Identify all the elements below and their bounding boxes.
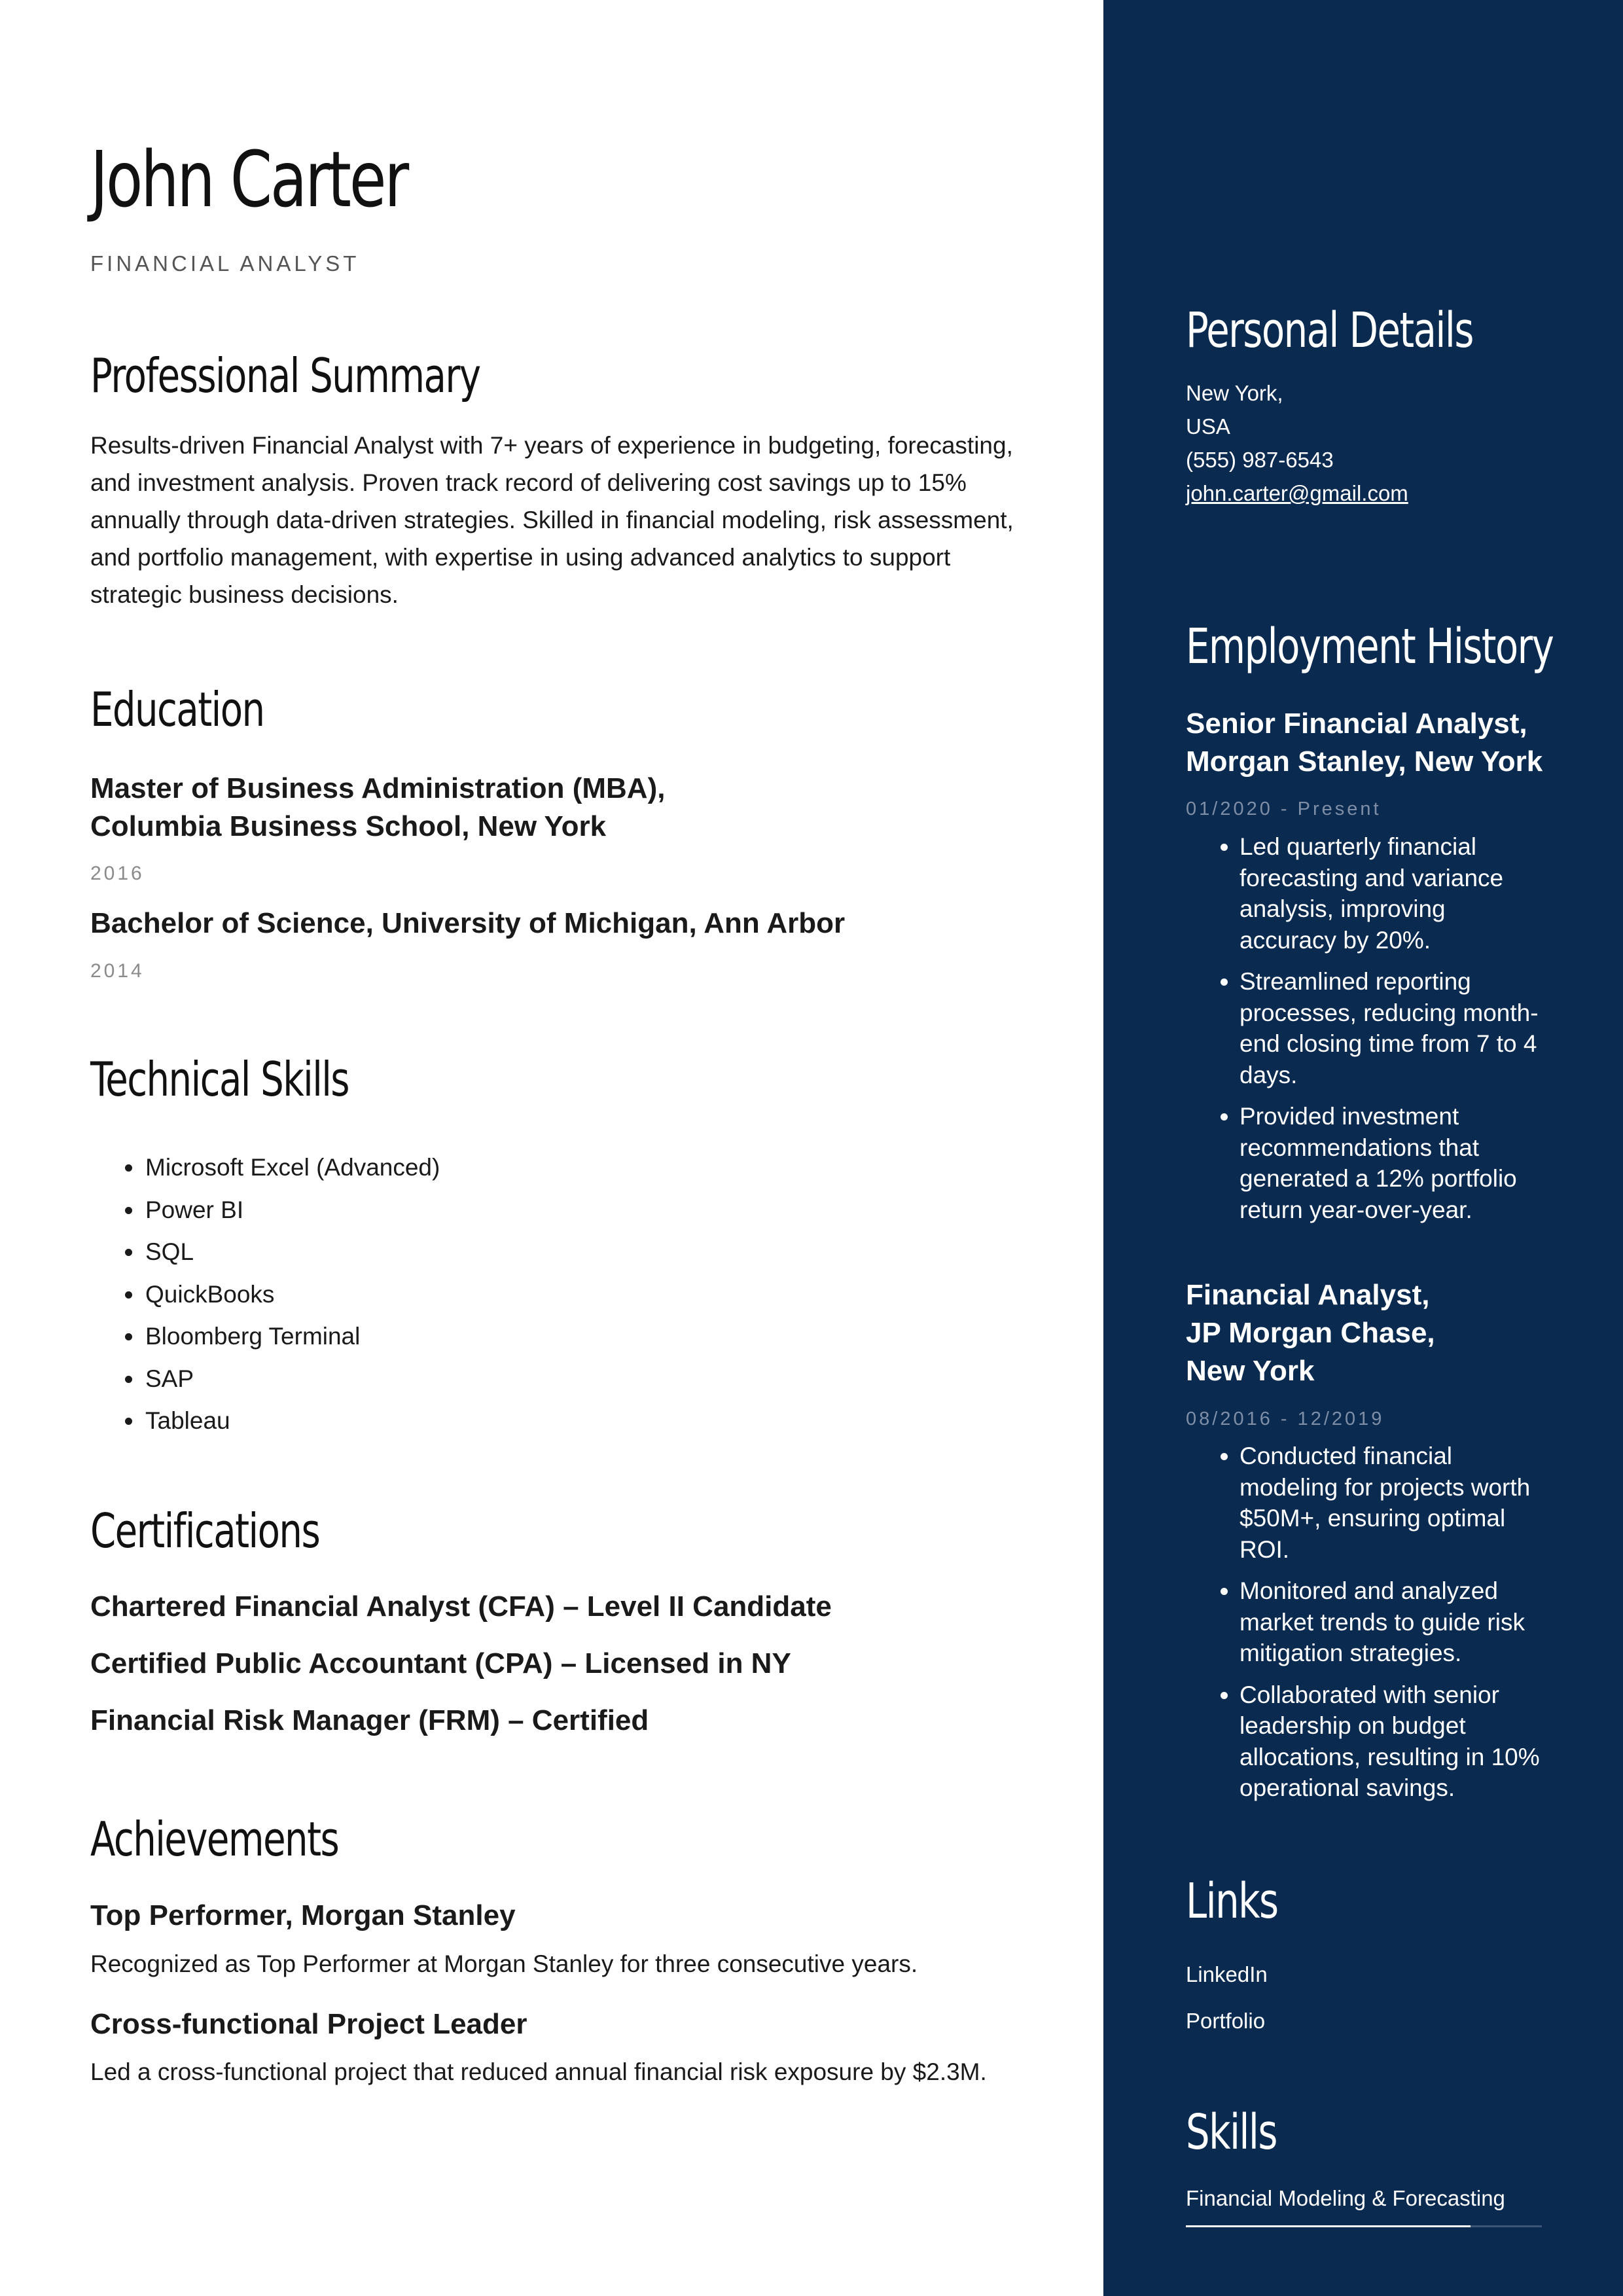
personal-details-heading: Personal Details bbox=[1186, 302, 1473, 359]
job-title-line: Financial Analyst, bbox=[1186, 1279, 1430, 1311]
job-title-line: Morgan Stanley, New York bbox=[1186, 745, 1543, 778]
list-item: • Bloomberg Terminal bbox=[144, 1316, 440, 1358]
job-bullets bbox=[1186, 831, 1547, 1236]
list-item: • Provided investment recommendations that generated a 12% portfolio return year-over-year. bbox=[1240, 1101, 1547, 1225]
linkedin-link[interactable]: LinkedIn bbox=[1186, 1962, 1268, 1986]
achievement-title: Cross-functional Project Leader bbox=[90, 2008, 527, 2040]
certifications-heading: Certifications bbox=[90, 1503, 320, 1558]
candidate-job-title: FINANCIAL ANALYST bbox=[90, 251, 360, 276]
technical-skills-list bbox=[90, 1147, 440, 1443]
job-title-line: New York bbox=[1186, 1355, 1315, 1387]
links-heading: Links bbox=[1186, 1873, 1278, 1929]
candidate-name: John Carter bbox=[90, 134, 408, 224]
skills-heading: Skills bbox=[1186, 2104, 1277, 2161]
skill-level-bar bbox=[1186, 2225, 1542, 2227]
achievement-description: Led a cross-functional project that reduced annual financial risk exposure by $2.3M. bbox=[90, 2058, 987, 2085]
list-item: • Collaborated with senior leadership on budget allocations, resulting in 10% operational savings. bbox=[1240, 1679, 1547, 1804]
achievement-title: Top Performer, Morgan Stanley bbox=[90, 1899, 516, 1931]
job-title bbox=[1186, 705, 1578, 781]
education-entry-date: 2014 bbox=[90, 960, 145, 982]
job-date: 08/2016 - 12/2019 bbox=[1186, 1408, 1385, 1429]
email-link[interactable]: john.carter@gmail.com bbox=[1186, 481, 1408, 505]
list-item: • SAP bbox=[144, 1358, 440, 1401]
job-bullets bbox=[1186, 1441, 1547, 1814]
summary-text: Results-driven Financial Analyst with 7+ years of experience in budgeting, forecasting, and investment analysis. Proven track record of delivering cost savings up to 15% annually through data-driven strategies. Skilled in financial modeling, risk assessment, and portfolio management, with expertise in using advanced analytics to support strategic business decisions. bbox=[90, 432, 1014, 608]
education-entry-title-line: Master of Business Administration (MBA), bbox=[90, 772, 666, 804]
job-title-line: Senior Financial Analyst, bbox=[1186, 708, 1527, 740]
certification-item: Financial Risk Manager (FRM) – Certified bbox=[90, 1704, 649, 1736]
education-heading: Education bbox=[90, 682, 264, 737]
portfolio-link[interactable]: Portfolio bbox=[1186, 2009, 1266, 2033]
list-item: • Streamlined reporting processes, reducing month-end closing time from 7 to 4 days. bbox=[1240, 966, 1547, 1090]
education-entry-title-line: Columbia Business School, New York bbox=[90, 810, 607, 842]
summary-heading: Professional Summary bbox=[90, 348, 480, 403]
address-city: New York, bbox=[1186, 381, 1283, 405]
skill-level-fill bbox=[1186, 2225, 1471, 2227]
skill-name: Financial Modeling & Forecasting bbox=[1186, 2186, 1505, 2210]
education-entry-date: 2016 bbox=[90, 863, 145, 884]
list-item: • Microsoft Excel (Advanced) bbox=[144, 1147, 440, 1189]
job-title bbox=[1186, 1276, 1578, 1390]
achievement-description: Recognized as Top Performer at Morgan Stanley for three consecutive years. bbox=[90, 1950, 918, 1977]
list-item: • SQL bbox=[144, 1231, 440, 1274]
list-item: • Power BI bbox=[144, 1189, 440, 1232]
address-country: USA bbox=[1186, 414, 1230, 439]
list-item: • Conducted financial modeling for projects worth $50M+, ensuring optimal ROI. bbox=[1240, 1441, 1547, 1565]
job-date: 01/2020 - Present bbox=[1186, 798, 1382, 819]
education-entry-title: Bachelor of Science, University of Michigan, Ann Arbor bbox=[90, 907, 846, 939]
list-item: • Tableau bbox=[144, 1400, 440, 1443]
list-item: • Led quarterly financial forecasting and variance analysis, improving accuracy by 20%. bbox=[1240, 831, 1547, 956]
sidebar bbox=[1103, 0, 1623, 2296]
list-item: • QuickBooks bbox=[144, 1274, 440, 1316]
job-title-line: JP Morgan Chase, bbox=[1186, 1317, 1435, 1349]
certification-item: Chartered Financial Analyst (CFA) – Level II Candidate bbox=[90, 1590, 832, 1623]
achievements-heading: Achievements bbox=[90, 1812, 339, 1867]
education-entry-title bbox=[90, 770, 1039, 846]
employment-history-heading: Employment History bbox=[1186, 619, 1554, 675]
list-item: • Monitored and analyzed market trends to guide risk mitigation strategies. bbox=[1240, 1575, 1547, 1669]
certification-item: Certified Public Accountant (CPA) – Licensed in NY bbox=[90, 1647, 791, 1679]
technical-skills-heading: Technical Skills bbox=[90, 1052, 349, 1107]
phone-number: (555) 987-6543 bbox=[1186, 448, 1334, 472]
